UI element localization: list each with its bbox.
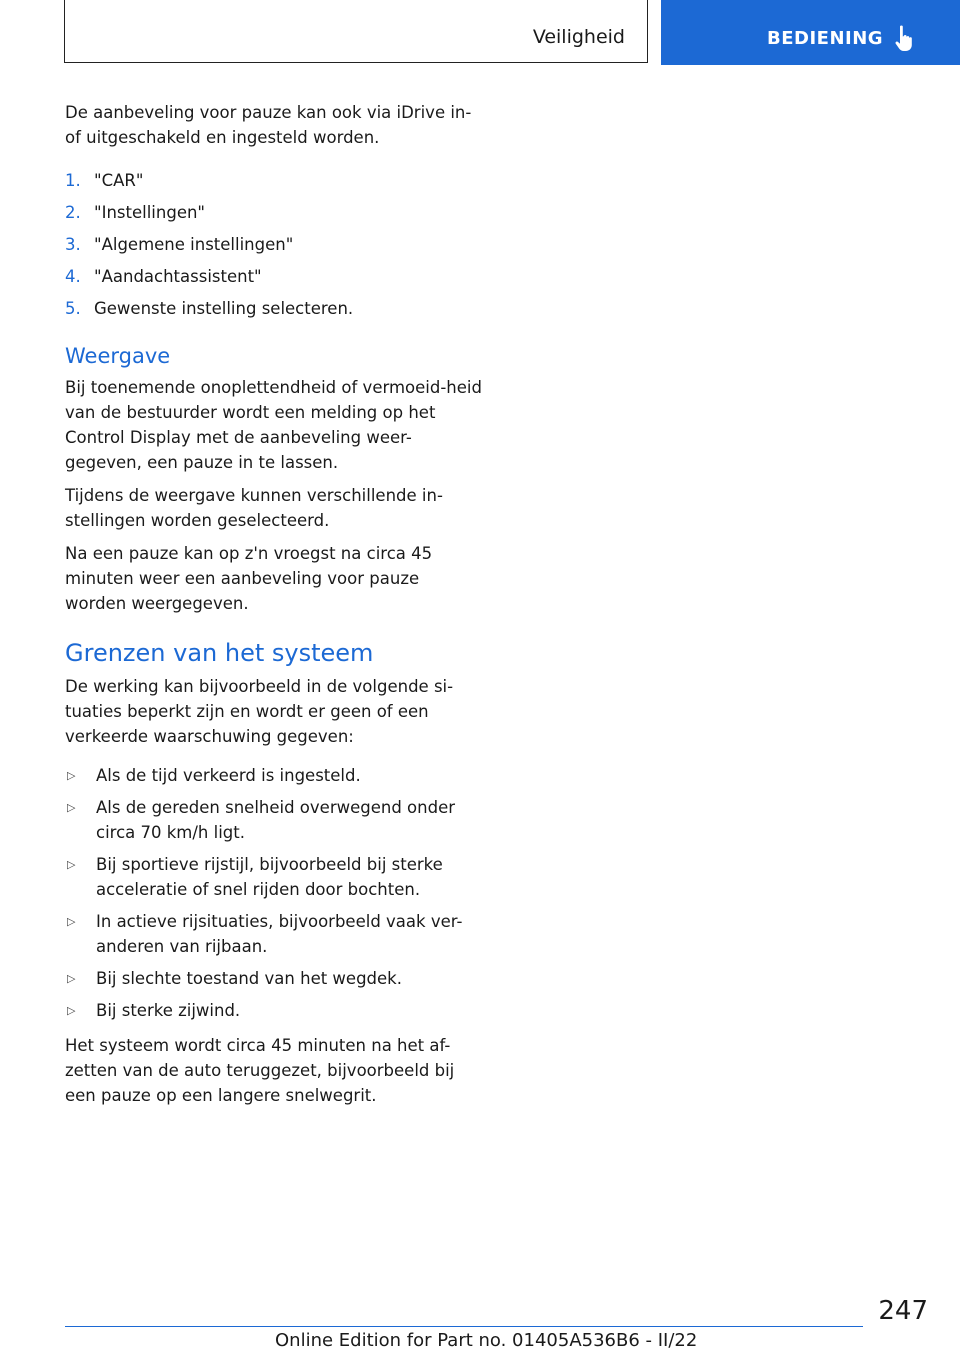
list-item bbox=[65, 909, 485, 959]
intro-paragraph: De aanbeveling voor pauze kan ook via iDrive in- of uitgeschakeld en ingesteld worden. bbox=[65, 103, 472, 147]
triangle-bullet-icon: ▷ bbox=[67, 858, 76, 871]
list-item bbox=[65, 763, 485, 788]
header-section-box bbox=[64, 0, 648, 63]
list-item bbox=[65, 966, 485, 991]
list-item bbox=[65, 296, 485, 321]
bullet-text: Bij sportieve rijstijl, bijvoorbeeld bij sterke acceleratie of snel rijden door bochten. bbox=[96, 855, 443, 899]
header-tab-bediening[interactable] bbox=[661, 0, 960, 65]
list-item bbox=[65, 200, 485, 225]
list-item bbox=[65, 795, 485, 845]
weergave-paragraph: Bij toenemende onoplettendheid of vermoeid-heid van de bestuurder wordt een melding op het Control Display met de aanbeveling weer-gegeven, een pauze in te lassen. bbox=[65, 378, 482, 472]
weergave-paragraph: Tijdens de weergave kunnen verschillende in-stellingen worden geselecteerd. bbox=[65, 486, 443, 530]
footer-divider bbox=[65, 1326, 863, 1327]
page-number: 247 bbox=[878, 1296, 928, 1326]
footer-edition: Online Edition for Part no. 01405A536B6 - II/22 bbox=[275, 1330, 698, 1351]
list-item bbox=[65, 852, 485, 902]
weergave-paragraph: Na een pauze kan op z'n vroegst na circa 45 minuten weer een aanbeveling voor pauze worden weergegeven. bbox=[65, 544, 433, 613]
step-number: 2. bbox=[65, 203, 81, 222]
header-section-title: Veiligheid bbox=[532, 26, 625, 48]
header-tab-label: BEDIENING bbox=[767, 28, 884, 49]
steps-list bbox=[65, 168, 485, 321]
bullet-text: Bij slechte toestand van het wegdek. bbox=[96, 969, 402, 988]
heading-weergave: Weergave bbox=[65, 344, 171, 368]
hand-pointer-icon bbox=[893, 24, 921, 54]
grenzen-intro: De werking kan bijvoorbeeld in de volgende si-tuaties beperkt zijn en wordt er geen of een verkeerde waarschuwing gegeven: bbox=[65, 677, 454, 746]
triangle-bullet-icon: ▷ bbox=[67, 769, 76, 782]
triangle-bullet-icon: ▷ bbox=[67, 915, 76, 928]
bullet-text: Als de gereden snelheid overwegend onder circa 70 km/h ligt. bbox=[96, 798, 456, 842]
step-text: "Instellingen" bbox=[94, 203, 206, 222]
step-number: 5. bbox=[65, 299, 81, 318]
bullet-text: Bij sterke zijwind. bbox=[96, 1001, 241, 1020]
bullet-text: Als de tijd verkeerd is ingesteld. bbox=[96, 766, 361, 785]
list-item bbox=[65, 168, 485, 193]
limits-list bbox=[65, 763, 485, 1023]
step-number: 3. bbox=[65, 235, 81, 254]
step-number: 1. bbox=[65, 171, 81, 190]
triangle-bullet-icon: ▷ bbox=[67, 972, 76, 985]
triangle-bullet-icon: ▷ bbox=[67, 801, 76, 814]
triangle-bullet-icon: ▷ bbox=[67, 1004, 76, 1017]
list-item bbox=[65, 232, 485, 257]
list-item bbox=[65, 998, 485, 1023]
step-text: Gewenste instelling selecteren. bbox=[94, 299, 354, 318]
bullet-text: In actieve rijsituaties, bijvoorbeeld vaak ver-anderen van rijbaan. bbox=[96, 912, 463, 956]
heading-grenzen: Grenzen van het systeem bbox=[65, 639, 374, 667]
step-text: "Algemene instellingen" bbox=[94, 235, 294, 254]
step-text: "CAR" bbox=[94, 171, 144, 190]
step-text: "Aandachtassistent" bbox=[94, 267, 262, 286]
main-content bbox=[65, 100, 485, 1116]
step-number: 4. bbox=[65, 267, 81, 286]
list-item bbox=[65, 264, 485, 289]
grenzen-closing: Het systeem wordt circa 45 minuten na het af-zetten van de auto teruggezet, bijvoorbeeld bij een pauze op een langere snelwegrit. bbox=[65, 1036, 455, 1105]
